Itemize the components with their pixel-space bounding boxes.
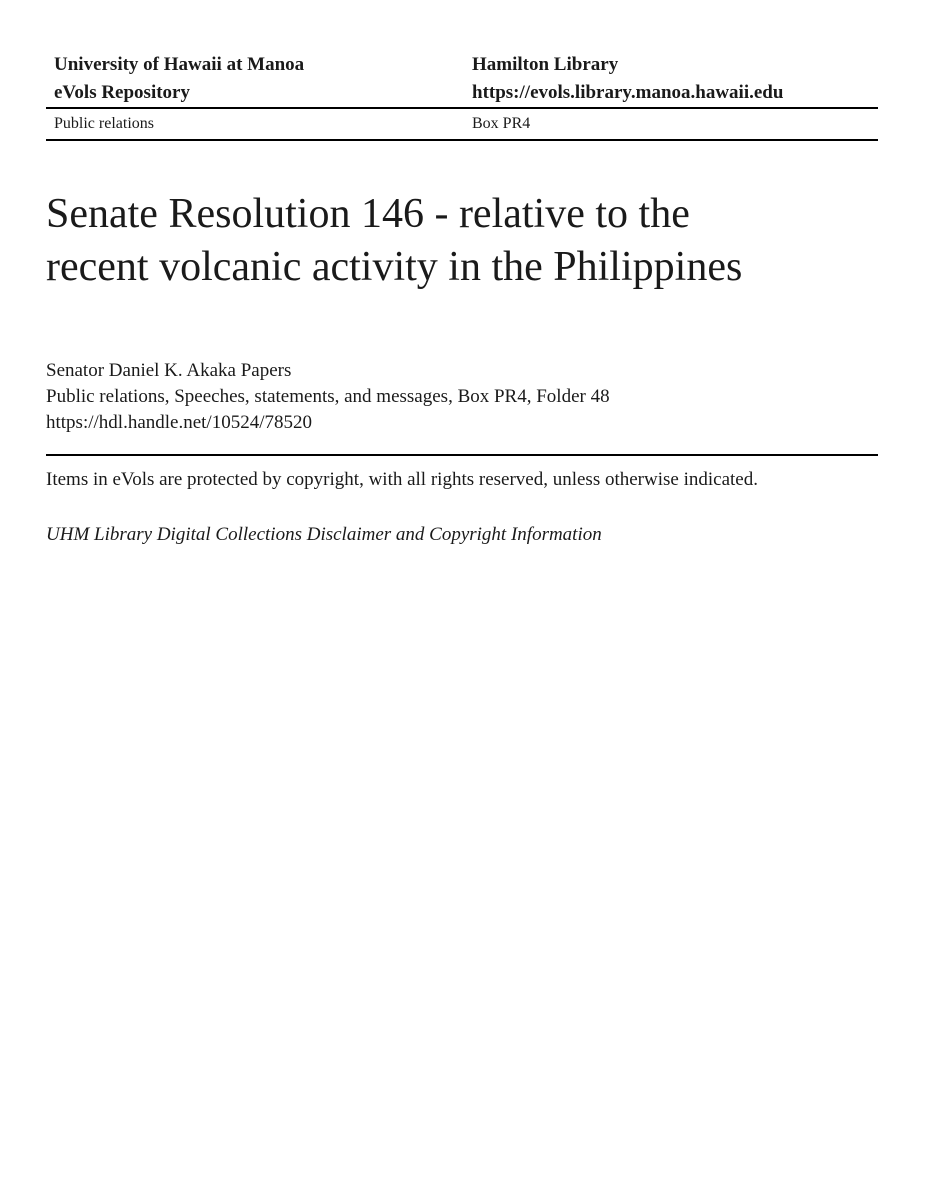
document-title-line-2: recent volcanic activity in the Philippines <box>46 244 743 290</box>
letterhead-bold-rows <box>46 51 878 109</box>
box-label: Box PR4 <box>472 115 531 132</box>
document-title-line-1: Senate Resolution 146 - relative to the <box>46 191 690 237</box>
repository-name: eVols Repository <box>54 82 190 103</box>
document-title <box>46 188 766 294</box>
repository-url-link[interactable]: https://evols.library.manoa.hawaii.edu <box>472 82 784 103</box>
disclaimer-link[interactable]: UHM Library Digital Collections Disclaimer and Copyright Information <box>46 524 602 545</box>
institution-name: University of Hawaii at Manoa <box>54 54 305 75</box>
document-metadata <box>46 358 878 436</box>
handle-url-link[interactable]: https://hdl.handle.net/10524/78520 <box>46 412 312 433</box>
footer-divider <box>46 454 878 456</box>
copyright-notice: Items in eVols are protected by copyright, with all rights reserved, unless otherwise indicated. <box>46 469 758 490</box>
library-name: Hamilton Library <box>472 54 619 75</box>
document-page <box>46 0 878 548</box>
letterhead-series-row <box>46 109 878 141</box>
letterhead-row-1 <box>46 51 878 79</box>
collection-name: Senator Daniel K. Akaka Papers <box>46 360 292 381</box>
collection-location: Public relations, Speeches, statements, and messages, Box PR4, Folder 48 <box>46 386 610 407</box>
series-label: Public relations <box>54 115 154 132</box>
letterhead-row-2 <box>46 79 878 107</box>
letterhead <box>46 51 878 141</box>
